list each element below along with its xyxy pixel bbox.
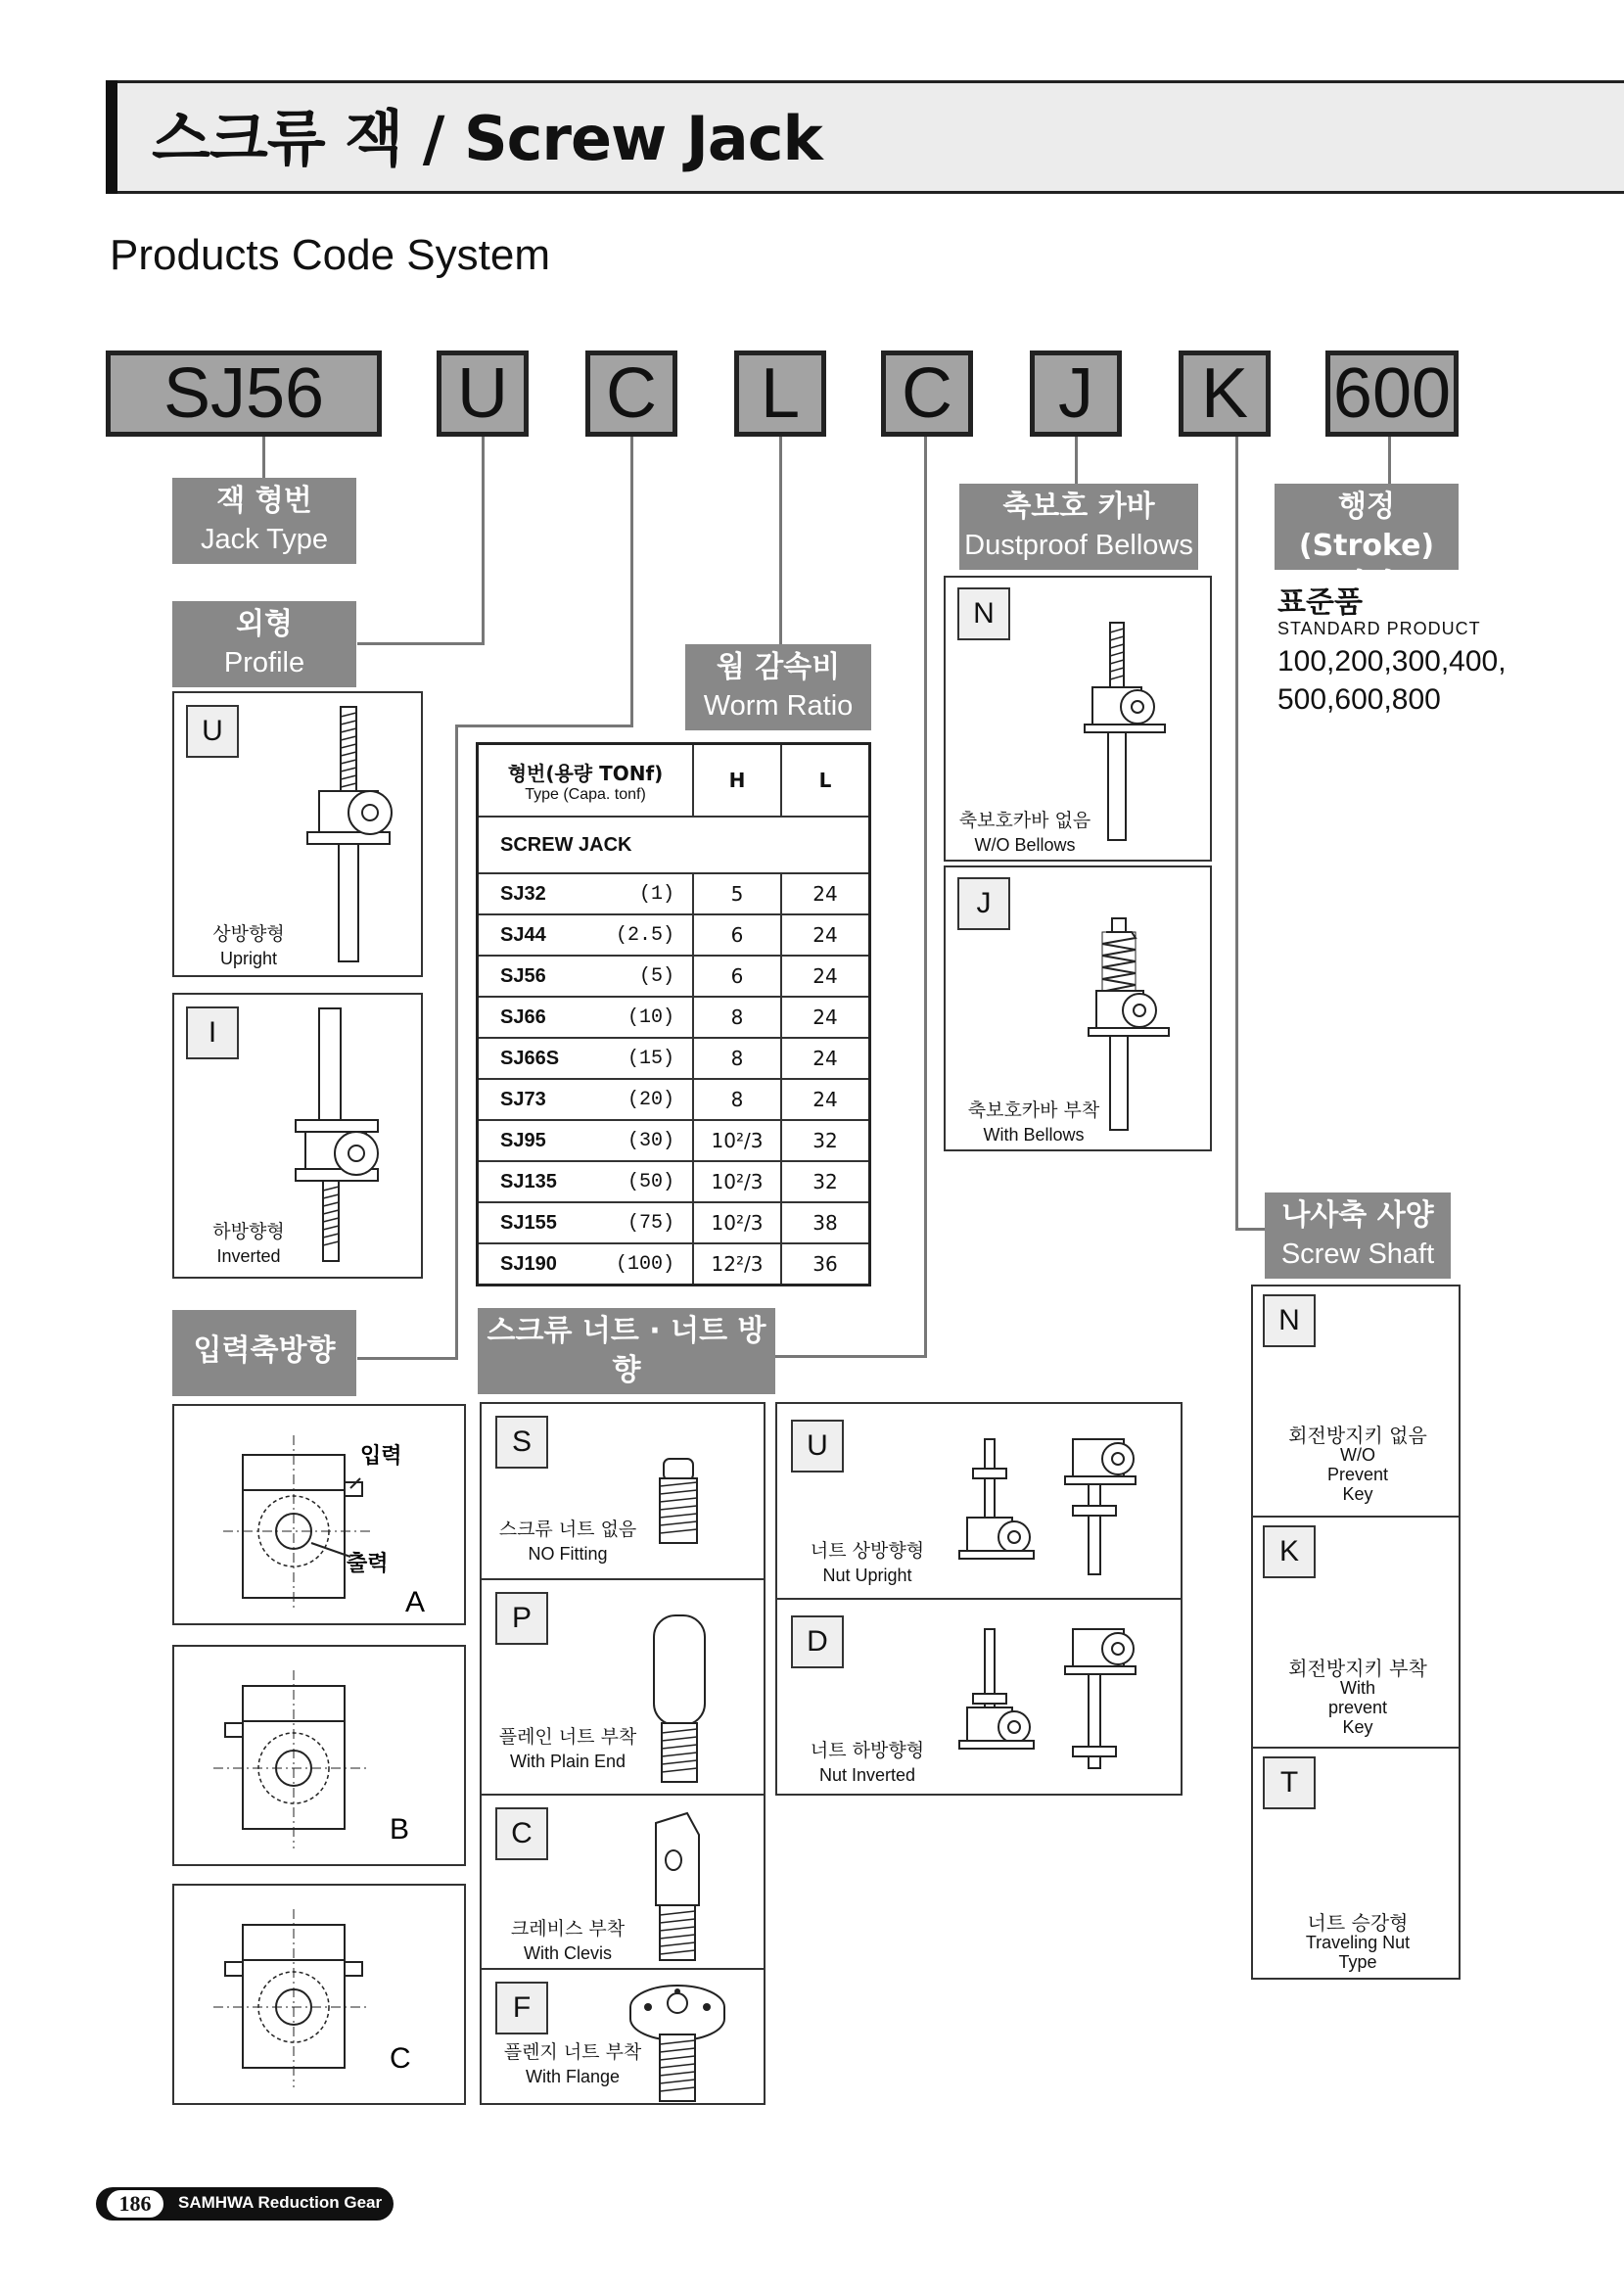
row-ratio-h: 12²/3 — [693, 1243, 781, 1286]
input-option-letter: C — [390, 2042, 411, 2075]
option-letter: N — [1263, 1294, 1316, 1347]
input-label: 입력 — [360, 1444, 402, 1469]
label-profile: 외형 Profile — [172, 601, 356, 687]
table-row — [478, 1161, 870, 1202]
connector-line — [775, 1355, 927, 1358]
row-model: SJ155 — [500, 1211, 557, 1234]
row-ratio-h: 6 — [693, 914, 781, 956]
option-label-ko: 축보호카바 부착 — [967, 1099, 1100, 1121]
label-screw-shaft: 나사축 사양 Screw Shaft — [1265, 1192, 1451, 1279]
input-b-drawing — [174, 1647, 468, 1868]
option-label-ko: 하방향형 — [212, 1221, 285, 1242]
connector-line — [455, 725, 633, 727]
option-label-ko: 회전방지키 없음 — [1288, 1424, 1427, 1447]
option-letter: U — [791, 1420, 844, 1473]
row-ratio-h: 8 — [693, 997, 781, 1038]
code-bellows: J — [1030, 351, 1122, 437]
end-fitting-c-panel — [480, 1794, 766, 1970]
row-ratio-l: 32 — [781, 1161, 870, 1202]
header-accent — [106, 80, 117, 194]
profile-upright-panel — [172, 691, 423, 977]
label-stroke: 행정(Stroke) 길이 — [1275, 484, 1459, 570]
jack-figure-1 — [959, 1439, 1034, 1559]
jack-figure-1 — [959, 1629, 1034, 1749]
row-model: SJ56 — [500, 964, 546, 987]
row-capacity: (2.5) — [615, 923, 674, 947]
table-col-l: L — [781, 744, 870, 818]
page-number: 186 — [104, 2187, 166, 2221]
row-capacity: (5) — [638, 964, 674, 988]
option-letter: S — [495, 1416, 548, 1469]
row-ratio-l: 24 — [781, 1079, 870, 1120]
option-label-en: With Bellows — [983, 1125, 1085, 1145]
option-label-ko: 너트 승강형 — [1307, 1911, 1409, 1935]
option-letter: U — [186, 705, 239, 758]
option-label-ko: 회전방지키 부착 — [1288, 1657, 1427, 1680]
row-model: SJ190 — [500, 1252, 557, 1275]
option-letter: C — [495, 1807, 548, 1860]
table-head-ko: 형번(용량 TONf) — [507, 761, 664, 785]
connector-line — [482, 437, 485, 644]
option-label-ko: 너트 하방향형 — [810, 1740, 925, 1761]
option-label-ko: 크레비스 부착 — [510, 1918, 626, 1940]
row-model: SJ44 — [500, 923, 546, 946]
table-row — [478, 1243, 870, 1286]
row-ratio-l: 24 — [781, 873, 870, 914]
connector-line — [455, 725, 458, 1359]
label-worm-ratio: 웜 감속비 Worm Ratio — [685, 644, 871, 730]
end-fitting-s-panel — [480, 1402, 766, 1580]
option-label-en: Inverted — [216, 1246, 281, 1266]
option-label-en: NO Fitting — [528, 1544, 608, 1564]
option-label-ko: 상방향형 — [212, 923, 285, 945]
option-letter: P — [495, 1592, 548, 1645]
option-label-ko: 플레인 너트 부착 — [498, 1726, 637, 1748]
row-ratio-l: 32 — [781, 1120, 870, 1161]
row-ratio-l: 24 — [781, 956, 870, 997]
option-label-ko: 너트 상방향형 — [810, 1540, 925, 1562]
row-ratio-h: 8 — [693, 1079, 781, 1120]
option-label-en: Upright — [219, 949, 278, 968]
connector-line — [1235, 437, 1238, 1230]
label-jack-type: 잭 형번 Jack Type — [172, 478, 356, 564]
row-capacity: (1) — [638, 882, 674, 906]
section-subtitle: Products Code System — [110, 231, 550, 279]
jack-figure-2 — [1065, 1439, 1136, 1574]
code-input-direction: C — [585, 351, 677, 437]
label-bellows: 축보호 카바 Dustproof Bellows — [959, 484, 1198, 570]
worm-ratio-table — [476, 742, 871, 1286]
row-capacity: (15) — [626, 1047, 674, 1070]
jack-figure-2 — [1065, 1629, 1136, 1768]
row-ratio-h: 6 — [693, 956, 781, 997]
option-label-en: W/O Bellows — [974, 835, 1076, 855]
table-row — [478, 956, 870, 997]
connector-line — [1388, 437, 1391, 484]
input-option-c-panel — [172, 1884, 466, 2105]
input-a-drawing — [174, 1406, 468, 1627]
input-option-letter: A — [405, 1586, 426, 1618]
option-label-en: With Plain End — [509, 1752, 626, 1771]
label-end-fitting: 스크류 너트 · 너트 방향 — [478, 1308, 775, 1394]
option-letter: F — [495, 1982, 548, 2034]
option-letter: D — [791, 1615, 844, 1668]
bellows-n-panel — [944, 576, 1212, 862]
row-model: SJ32 — [500, 882, 546, 905]
row-capacity: (30) — [626, 1129, 674, 1152]
code-profile: U — [437, 351, 529, 437]
row-ratio-l: 24 — [781, 914, 870, 956]
row-model: SJ135 — [500, 1170, 557, 1192]
table-row — [478, 1120, 870, 1161]
option-letter: J — [957, 877, 1010, 930]
standard-product-en: STANDARD PRODUCT — [1277, 619, 1481, 638]
row-ratio-l: 24 — [781, 997, 870, 1038]
option-letter: N — [957, 587, 1010, 640]
output-label: 출력 — [347, 1552, 389, 1576]
row-capacity: (100) — [615, 1252, 674, 1276]
screw-shaft-n-panel: N 회전방지키 없음 W/O Prevent Key — [1251, 1285, 1461, 1518]
screw-shaft-k-panel: K 회전방지키 부착 With prevent Key — [1251, 1516, 1461, 1749]
option-label-en: With Clevis — [523, 1943, 612, 1963]
input-option-b-panel — [172, 1645, 466, 1866]
row-ratio-h: 10²/3 — [693, 1120, 781, 1161]
row-capacity: (20) — [626, 1088, 674, 1111]
row-ratio-h: 10²/3 — [693, 1202, 781, 1243]
profile-inverted-panel — [172, 993, 423, 1279]
row-ratio-h: 8 — [693, 1038, 781, 1079]
table-row — [478, 1038, 870, 1079]
row-model: SJ73 — [500, 1088, 546, 1110]
footer-brand: SAMHWA Reduction Gear — [178, 2193, 383, 2212]
option-label-ko: 플렌지 너트 부착 — [503, 2041, 642, 2063]
connector-line — [1235, 1228, 1265, 1231]
input-option-a-panel — [172, 1404, 466, 1625]
connector-line — [924, 437, 927, 1357]
row-ratio-h: 10²/3 — [693, 1161, 781, 1202]
code-stroke: 600 — [1325, 351, 1459, 437]
option-label-en: Nut Inverted — [818, 1765, 916, 1785]
code-end-fitting: C — [881, 351, 973, 437]
row-ratio-l: 38 — [781, 1202, 870, 1243]
standard-product-ko: 표준품 — [1277, 585, 1363, 620]
table-section: SCREW JACK — [478, 817, 870, 873]
code-screw-shaft: K — [1179, 351, 1271, 437]
connector-line — [630, 437, 633, 726]
connector-line — [779, 437, 782, 644]
option-letter: T — [1263, 1756, 1316, 1809]
table-col-h: H — [693, 744, 781, 818]
table-row — [478, 914, 870, 956]
row-capacity: (50) — [626, 1170, 674, 1193]
bellows-j-panel — [944, 865, 1212, 1151]
row-capacity: (10) — [626, 1005, 674, 1029]
option-letter: I — [186, 1006, 239, 1059]
row-ratio-l: 24 — [781, 1038, 870, 1079]
screw-shaft-t-panel: T 너트 승강형 Traveling Nut Type — [1251, 1747, 1461, 1980]
row-capacity: (75) — [626, 1211, 674, 1235]
end-fitting-p-panel — [480, 1578, 766, 1796]
connector-line — [262, 437, 265, 480]
option-label-en: Nut Upright — [822, 1566, 912, 1585]
row-model: SJ66 — [500, 1005, 546, 1028]
code-worm-ratio: L — [734, 351, 826, 437]
row-ratio-h: 5 — [693, 873, 781, 914]
nut-inverted-panel — [775, 1598, 1183, 1796]
option-letter: K — [1263, 1525, 1316, 1578]
input-c-drawing — [174, 1886, 468, 2107]
footer-badge — [96, 2187, 394, 2221]
row-ratio-l: 36 — [781, 1243, 870, 1286]
table-row — [478, 997, 870, 1038]
label-input-direction: 입력축방향 — [172, 1310, 356, 1396]
connector-line — [1075, 437, 1078, 484]
standard-stroke-values: 100,200,300,400, 500,600,800 — [1277, 645, 1507, 716]
end-fitting-f-panel — [480, 1968, 766, 2105]
table-head-en: Type (Capa. tonf) — [525, 785, 646, 803]
connector-line — [357, 1357, 458, 1360]
table-row — [478, 1202, 870, 1243]
input-option-letter: B — [390, 1813, 410, 1846]
option-label-ko: 스크류 너트 없음 — [498, 1519, 637, 1540]
connector-line — [357, 642, 485, 645]
option-label-en: With Flange — [525, 2067, 621, 2086]
page-title: 스크류 잭 / Screw Jack — [152, 103, 822, 174]
row-model: SJ95 — [500, 1129, 546, 1151]
table-row — [478, 1079, 870, 1120]
row-model: SJ66S — [500, 1047, 560, 1069]
option-label-ko: 축보호카바 없음 — [958, 810, 1091, 831]
nut-upright-panel — [775, 1402, 1183, 1600]
code-jack-type: SJ56 — [106, 351, 382, 437]
table-row — [478, 873, 870, 914]
